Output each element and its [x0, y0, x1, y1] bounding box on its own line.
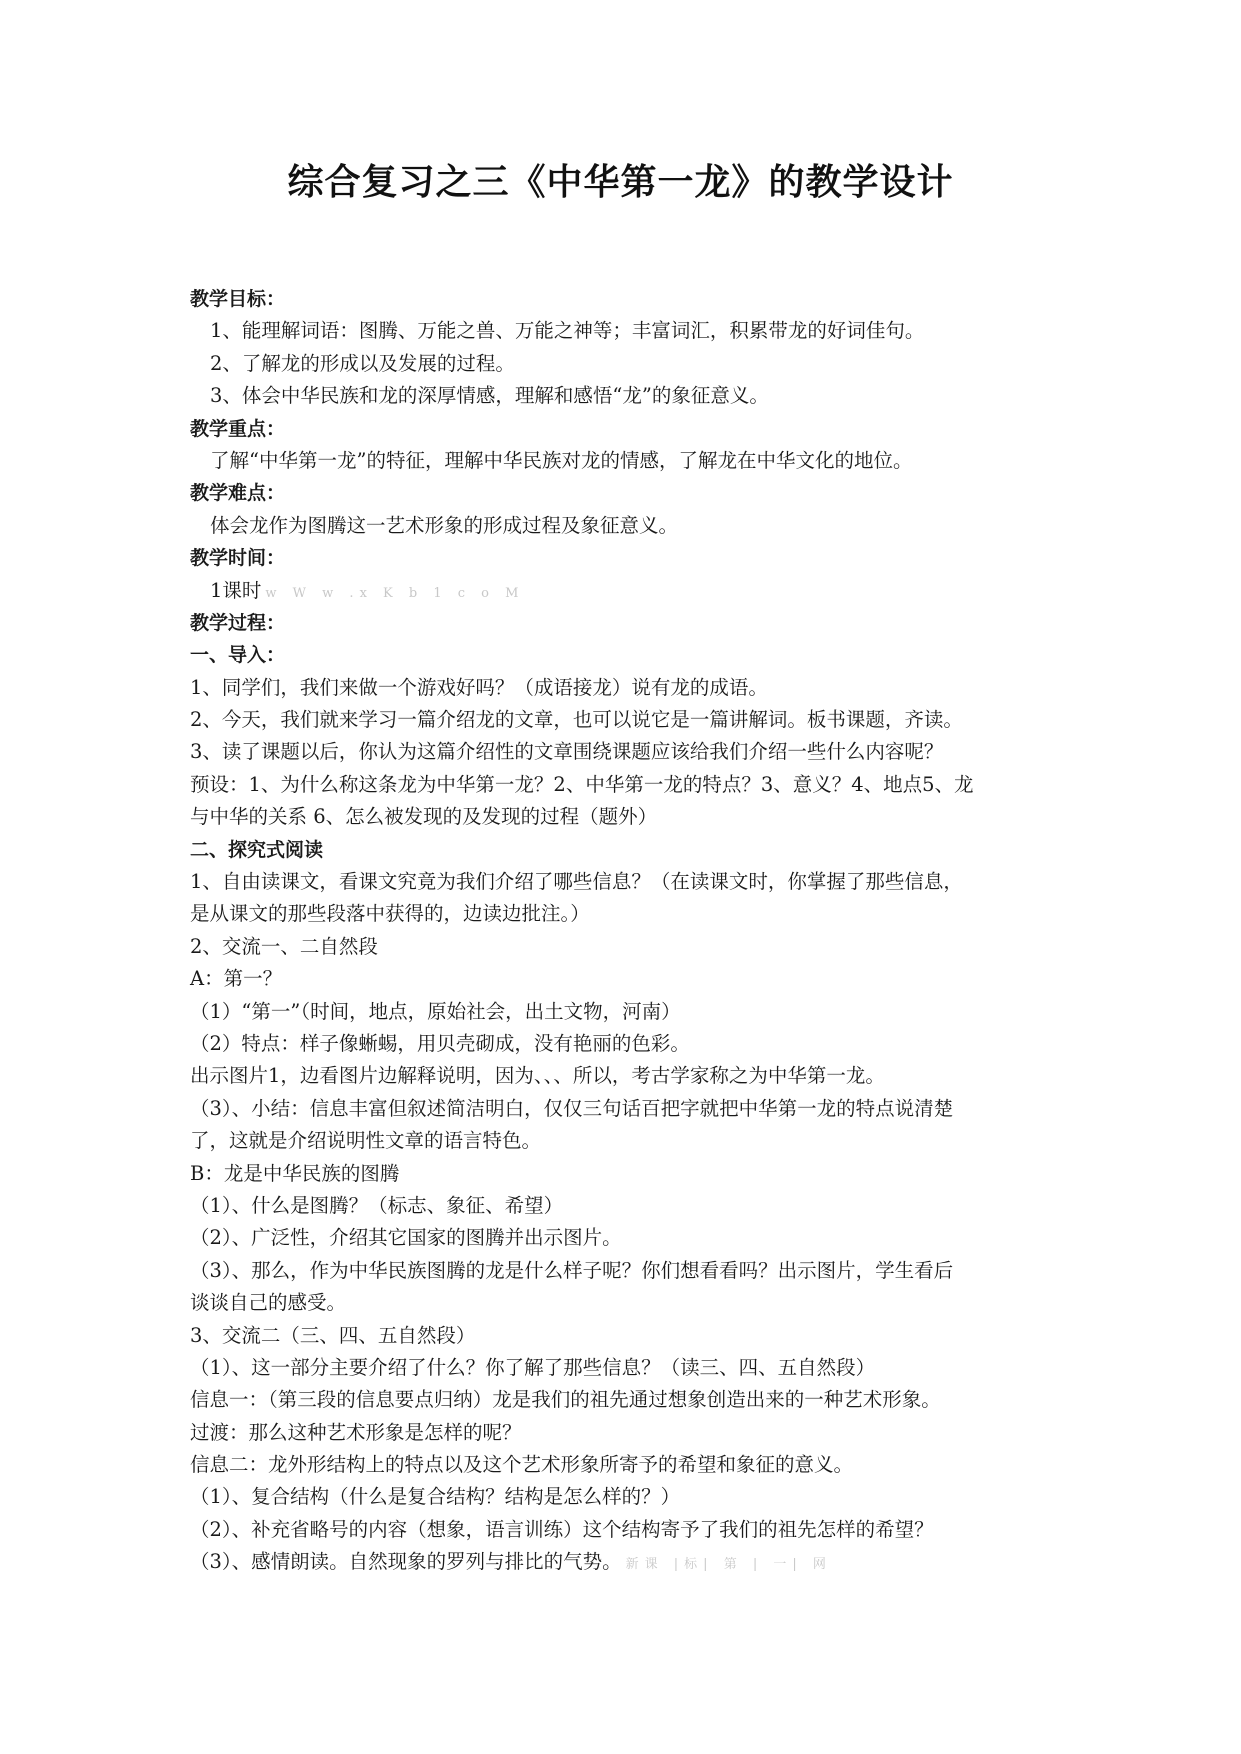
- text-line: [190, 1287, 1060, 1319]
- line-text: （3）、小结：信息丰富但叙述简洁明白，仅仅三句话百把字就把中华第一龙的特点说清楚: [190, 1096, 954, 1120]
- text-line: [190, 1060, 1060, 1092]
- line-text: 3、读了课题以后，你认为这篇介绍性的文章围绕课题应该给我们介绍一些什么内容呢？: [190, 740, 944, 764]
- line-text: 教学重点：: [190, 417, 286, 440]
- line-text: 了，这就是介绍说明性文章的语言特色。: [190, 1129, 542, 1153]
- line-text: 教学目标：: [190, 288, 286, 310]
- line-text: 教学难点：: [190, 482, 286, 505]
- text-line: [190, 996, 1060, 1028]
- line-text: A：第一？: [190, 967, 283, 991]
- line-text: 了解“中华第一龙”的特征，理解中华民族对龙的情感，了解龙在中华文化的地位。: [210, 448, 913, 472]
- text-line: [190, 898, 1060, 930]
- line-text: （1）、什么是图腾？（标志、象征、希望）: [190, 1193, 564, 1217]
- line-text: （2）、广泛性，介绍其它国家的图腾并出示图片。: [190, 1226, 622, 1250]
- watermark-text: w W w .x K b 1 c o M: [265, 585, 525, 601]
- text-line: [190, 963, 1060, 995]
- text-line: [190, 704, 1060, 736]
- line-text: 一、导入：: [190, 644, 286, 667]
- text-line: [190, 1158, 1060, 1190]
- text-line: [190, 801, 1060, 833]
- text-line: [190, 510, 1060, 542]
- line-text: 教学过程：: [190, 611, 286, 634]
- text-line: [190, 1481, 1060, 1513]
- line-text: （3）、感情朗读。自然现象的罗列与排比的气势。: [190, 1550, 622, 1574]
- section-heading: [190, 639, 1060, 671]
- text-line: [190, 769, 1060, 801]
- line-text: 教学时间：: [190, 547, 286, 570]
- text-line: [190, 1320, 1060, 1352]
- line-text: （3）、那么，作为中华民族图腾的龙是什么样子呢？你们想看看吗？出示图片，学生看后: [190, 1258, 954, 1282]
- section-heading: [190, 607, 1060, 639]
- text-line: [190, 672, 1060, 704]
- line-text: 二、探究式阅读: [190, 838, 324, 861]
- line-text: 信息二：龙外形结构上的特点以及这个艺术形象所寄予的希望和象征的意义。: [190, 1453, 854, 1477]
- line-text: 是从课文的那些段落中获得的，边读边批注。）: [190, 902, 590, 926]
- line-text: 3、交流二（三、四、五自然段）: [190, 1323, 476, 1347]
- text-line: [190, 931, 1060, 963]
- section-heading: [190, 283, 1060, 315]
- line-text: 2、交流一、二自然段: [190, 934, 378, 958]
- watermark-text: 新课 |标| 第 | 一| 网: [625, 1557, 832, 1573]
- section-heading: [190, 413, 1060, 445]
- document-body: [190, 283, 1060, 1579]
- line-text: （1）、复合结构（什么是复合结构？结构是怎么样的？）: [190, 1485, 681, 1509]
- text-line: [190, 1352, 1060, 1384]
- text-line: [190, 1546, 1060, 1578]
- section-heading: [190, 477, 1060, 509]
- section-heading: [190, 542, 1060, 574]
- text-line: [190, 445, 1060, 477]
- line-text: 体会龙作为图腾这一艺术形象的形成过程及象征意义。: [210, 513, 679, 537]
- text-line: [190, 1449, 1060, 1481]
- text-line: [190, 1093, 1060, 1125]
- line-text: 与中华的关系 6、怎么被发现的及发现的过程（题外）: [190, 805, 658, 829]
- line-text: （1）“第一”（时间，地点，原始社会，出土文物，河南）: [190, 999, 681, 1023]
- text-line: [190, 1417, 1060, 1449]
- line-text: （2）、补充省略号的内容（想象，语言训练）这个结构寄予了我们的祖先怎样的希望？: [190, 1517, 934, 1541]
- text-line: [190, 380, 1060, 412]
- line-text: 2、了解龙的形成以及发展的过程。: [210, 351, 515, 375]
- line-text: 1、能理解词语：图腾、万能之兽、万能之神等；丰富词汇，积累带龙的好词佳句。: [210, 319, 925, 343]
- document-title: 综合复习之三《中华第一龙》的教学设计: [287, 162, 954, 203]
- line-text: 1、同学们，我们来做一个游戏好吗？（成语接龙）说有龙的成语。: [190, 675, 768, 699]
- text-line: [190, 866, 1060, 898]
- section-heading: [190, 834, 1060, 866]
- text-line: [190, 1028, 1060, 1060]
- line-text: 2、今天，我们就来学习一篇介绍龙的文章，也可以说它是一篇讲解词。板书课题，齐读。: [190, 708, 963, 732]
- text-line: [190, 1255, 1060, 1287]
- text-line: [190, 348, 1060, 380]
- text-line: [190, 315, 1060, 347]
- line-text: 出示图片1，边看图片边解释说明，因为、、、所以，考古学家称之为中华第一龙。: [190, 1064, 885, 1088]
- text-line: [190, 1514, 1060, 1546]
- line-text: 预设：1、为什么称这条龙为中华第一龙？2、中华第一龙的特点？3、意义？4、地点5、龙: [190, 772, 974, 796]
- text-line: [190, 575, 1060, 607]
- text-line: [190, 1384, 1060, 1416]
- line-text: 过渡：那么这种艺术形象是怎样的呢？: [190, 1420, 522, 1444]
- line-text: 1课时: [210, 578, 262, 602]
- line-text: 3、体会中华民族和龙的深厚情感，理解和感悟“龙”的象征意义。: [210, 384, 769, 408]
- line-text: （2）特点：样子像蜥蜴，用贝壳砌成，没有艳丽的色彩。: [190, 1031, 690, 1055]
- line-text: 信息一：（第三段的信息要点归纳）龙是我们的祖先通过想象创造出来的一种艺术形象。: [190, 1388, 941, 1412]
- text-line: [190, 1190, 1060, 1222]
- text-line: [190, 1222, 1060, 1254]
- line-text: B：龙是中华民族的图腾: [190, 1161, 400, 1185]
- text-line: [190, 736, 1060, 768]
- line-text: 1、自由读课文，看课文究竟为我们介绍了哪些信息？（在读课文时，你掌握了那些信息，: [190, 870, 963, 894]
- text-line: [190, 1125, 1060, 1157]
- line-text: （1）、这一部分主要介绍了什么？你了解了那些信息？（读三、四、五自然段）: [190, 1355, 876, 1379]
- line-text: 谈谈自己的感受。: [190, 1291, 347, 1315]
